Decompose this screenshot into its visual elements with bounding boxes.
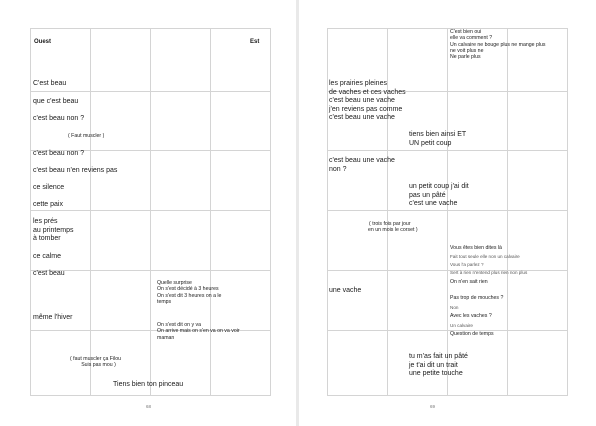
stanza-line: c'est une vache bbox=[409, 200, 458, 208]
dialogue-line: C'est bien oui bbox=[450, 29, 482, 35]
dialogue-line: On arrive mais on s'en va on va voir bbox=[157, 328, 240, 335]
dialogue-line: Ne parle plus bbox=[450, 54, 481, 61]
stanza-line: tu m'as fait un pâté bbox=[409, 353, 468, 360]
right-page bbox=[299, 0, 596, 426]
header-east: Est bbox=[250, 39, 260, 45]
poem-stanza bbox=[409, 353, 468, 379]
aside-block bbox=[362, 221, 418, 234]
poem-line: ce calme bbox=[33, 253, 62, 260]
dialogue-line: On s'est décidé à 3 heures bbox=[157, 286, 219, 293]
poem-stanza bbox=[329, 80, 406, 123]
grid-line bbox=[30, 270, 271, 271]
stanza-line: c'est beau une vache bbox=[329, 97, 395, 105]
grid-line bbox=[507, 28, 508, 396]
grid-line bbox=[327, 150, 568, 151]
stanza-line: je t'ai dit un trait bbox=[409, 361, 458, 369]
dialogue-line-small: Sert à rien n'entend plus rien non plus bbox=[450, 270, 528, 275]
grid-line bbox=[150, 28, 151, 396]
dialogue-line-small: Vous l'a parlez ? bbox=[450, 262, 484, 267]
stanza-line: une petite touche bbox=[409, 370, 463, 378]
poem-stanza bbox=[409, 183, 469, 209]
stanza-line: de vaches et ces vaches bbox=[329, 88, 406, 96]
poem-stanza bbox=[33, 218, 73, 244]
dialogue-line: maman bbox=[157, 334, 175, 341]
grid-line bbox=[30, 210, 271, 211]
stanza-line: pas un pâté bbox=[409, 191, 446, 199]
stanza-line: UN petit coup bbox=[409, 139, 452, 147]
dialogue-line: On s'est dit 3 heures on a le bbox=[157, 292, 222, 299]
header-west: Ouest bbox=[34, 39, 52, 45]
grid-line bbox=[90, 28, 91, 396]
dialogue-line-small: Non bbox=[450, 305, 459, 310]
dialogue-line-small: Fait tout seule elle non un calvaire bbox=[450, 254, 520, 259]
page-number: 69 bbox=[430, 404, 436, 409]
grid-line bbox=[270, 28, 271, 396]
poem-line: cette paix bbox=[33, 201, 63, 208]
dialogue-line: Pas trop de mouches ? bbox=[450, 295, 504, 301]
grid-line bbox=[327, 210, 568, 211]
dialogue-line: On s'est dit on y va bbox=[157, 322, 201, 328]
aside-line: ( trois fois par jour bbox=[369, 221, 411, 227]
grid-line bbox=[30, 28, 31, 396]
dialogue-line: temps bbox=[157, 299, 172, 306]
grid-line bbox=[30, 395, 271, 396]
poem-line: Tiens bien ton pinceau bbox=[113, 381, 184, 388]
dialogue-line: On n'en sait rien bbox=[450, 279, 488, 285]
stanza-line: c'est beau une vache bbox=[329, 114, 395, 122]
grid-line bbox=[30, 28, 271, 29]
dialogue-line: Quelle surprise bbox=[157, 280, 192, 286]
poem-line: c'est beau n'en reviens pas bbox=[33, 167, 118, 174]
aside-line: Suis pas mou ) bbox=[81, 362, 116, 369]
stanza-line: à tomber bbox=[33, 235, 61, 243]
poem-line: C'est beau bbox=[33, 80, 67, 87]
grid-line bbox=[327, 330, 568, 331]
dialogue-line: Question de temps bbox=[450, 331, 494, 337]
grid-line bbox=[327, 28, 328, 396]
poem-line: ce silence bbox=[33, 184, 65, 191]
poem-line: c'est beau bbox=[33, 270, 65, 277]
dialogue-line: Vous êtes bien dites là bbox=[450, 245, 502, 251]
grid-line bbox=[327, 395, 568, 396]
poem-line: une vache bbox=[329, 287, 362, 294]
page-number: 68 bbox=[146, 404, 152, 409]
stanza-line: au printemps bbox=[33, 226, 74, 234]
grid-line bbox=[30, 91, 271, 92]
dialogue-block bbox=[157, 322, 240, 341]
stanza-line: non ? bbox=[329, 165, 347, 173]
stanza-line: un petit coup j'ai dit bbox=[409, 183, 469, 190]
stanza-line: tiens bien ainsi ET bbox=[409, 131, 467, 138]
dialogue-block bbox=[157, 280, 221, 305]
dialogue-line: elle va comment ? bbox=[450, 35, 493, 42]
poem-line: même l'hiver bbox=[33, 314, 73, 321]
poem-line: c'est beau non ? bbox=[33, 150, 85, 157]
stanza-line: c'est beau une vache bbox=[329, 157, 395, 164]
grid-line bbox=[327, 270, 568, 271]
left-page bbox=[0, 0, 297, 426]
dialogue-line: ne voit plus ne bbox=[450, 48, 484, 55]
aside-line: ( Faut muscler ) bbox=[68, 133, 105, 139]
poem-line: que c'est beau bbox=[33, 98, 79, 105]
grid-line bbox=[567, 28, 568, 396]
dialogue-line: Un calvaire ne bouge plus ne mange plus bbox=[450, 41, 546, 48]
poem-stanza bbox=[329, 157, 395, 174]
stanza-line: j'en reviens pas comme bbox=[329, 105, 403, 113]
stanza-line: les prairies pleines bbox=[329, 80, 387, 87]
poem-stanza bbox=[409, 131, 466, 148]
grid-line bbox=[447, 28, 448, 396]
aside-line: en un mois le corset ) bbox=[368, 227, 418, 234]
dialogue-line-small: Un calvaire bbox=[450, 323, 473, 328]
aside-block bbox=[70, 356, 121, 369]
dialogue-block bbox=[450, 29, 545, 61]
stanza-line: les prés bbox=[33, 218, 58, 225]
aside-line: ( faut muscler ça Filou bbox=[70, 356, 122, 362]
poem-line: c'est beau non ? bbox=[33, 115, 85, 122]
dialogue-line: Avec les vaches ? bbox=[450, 313, 492, 319]
